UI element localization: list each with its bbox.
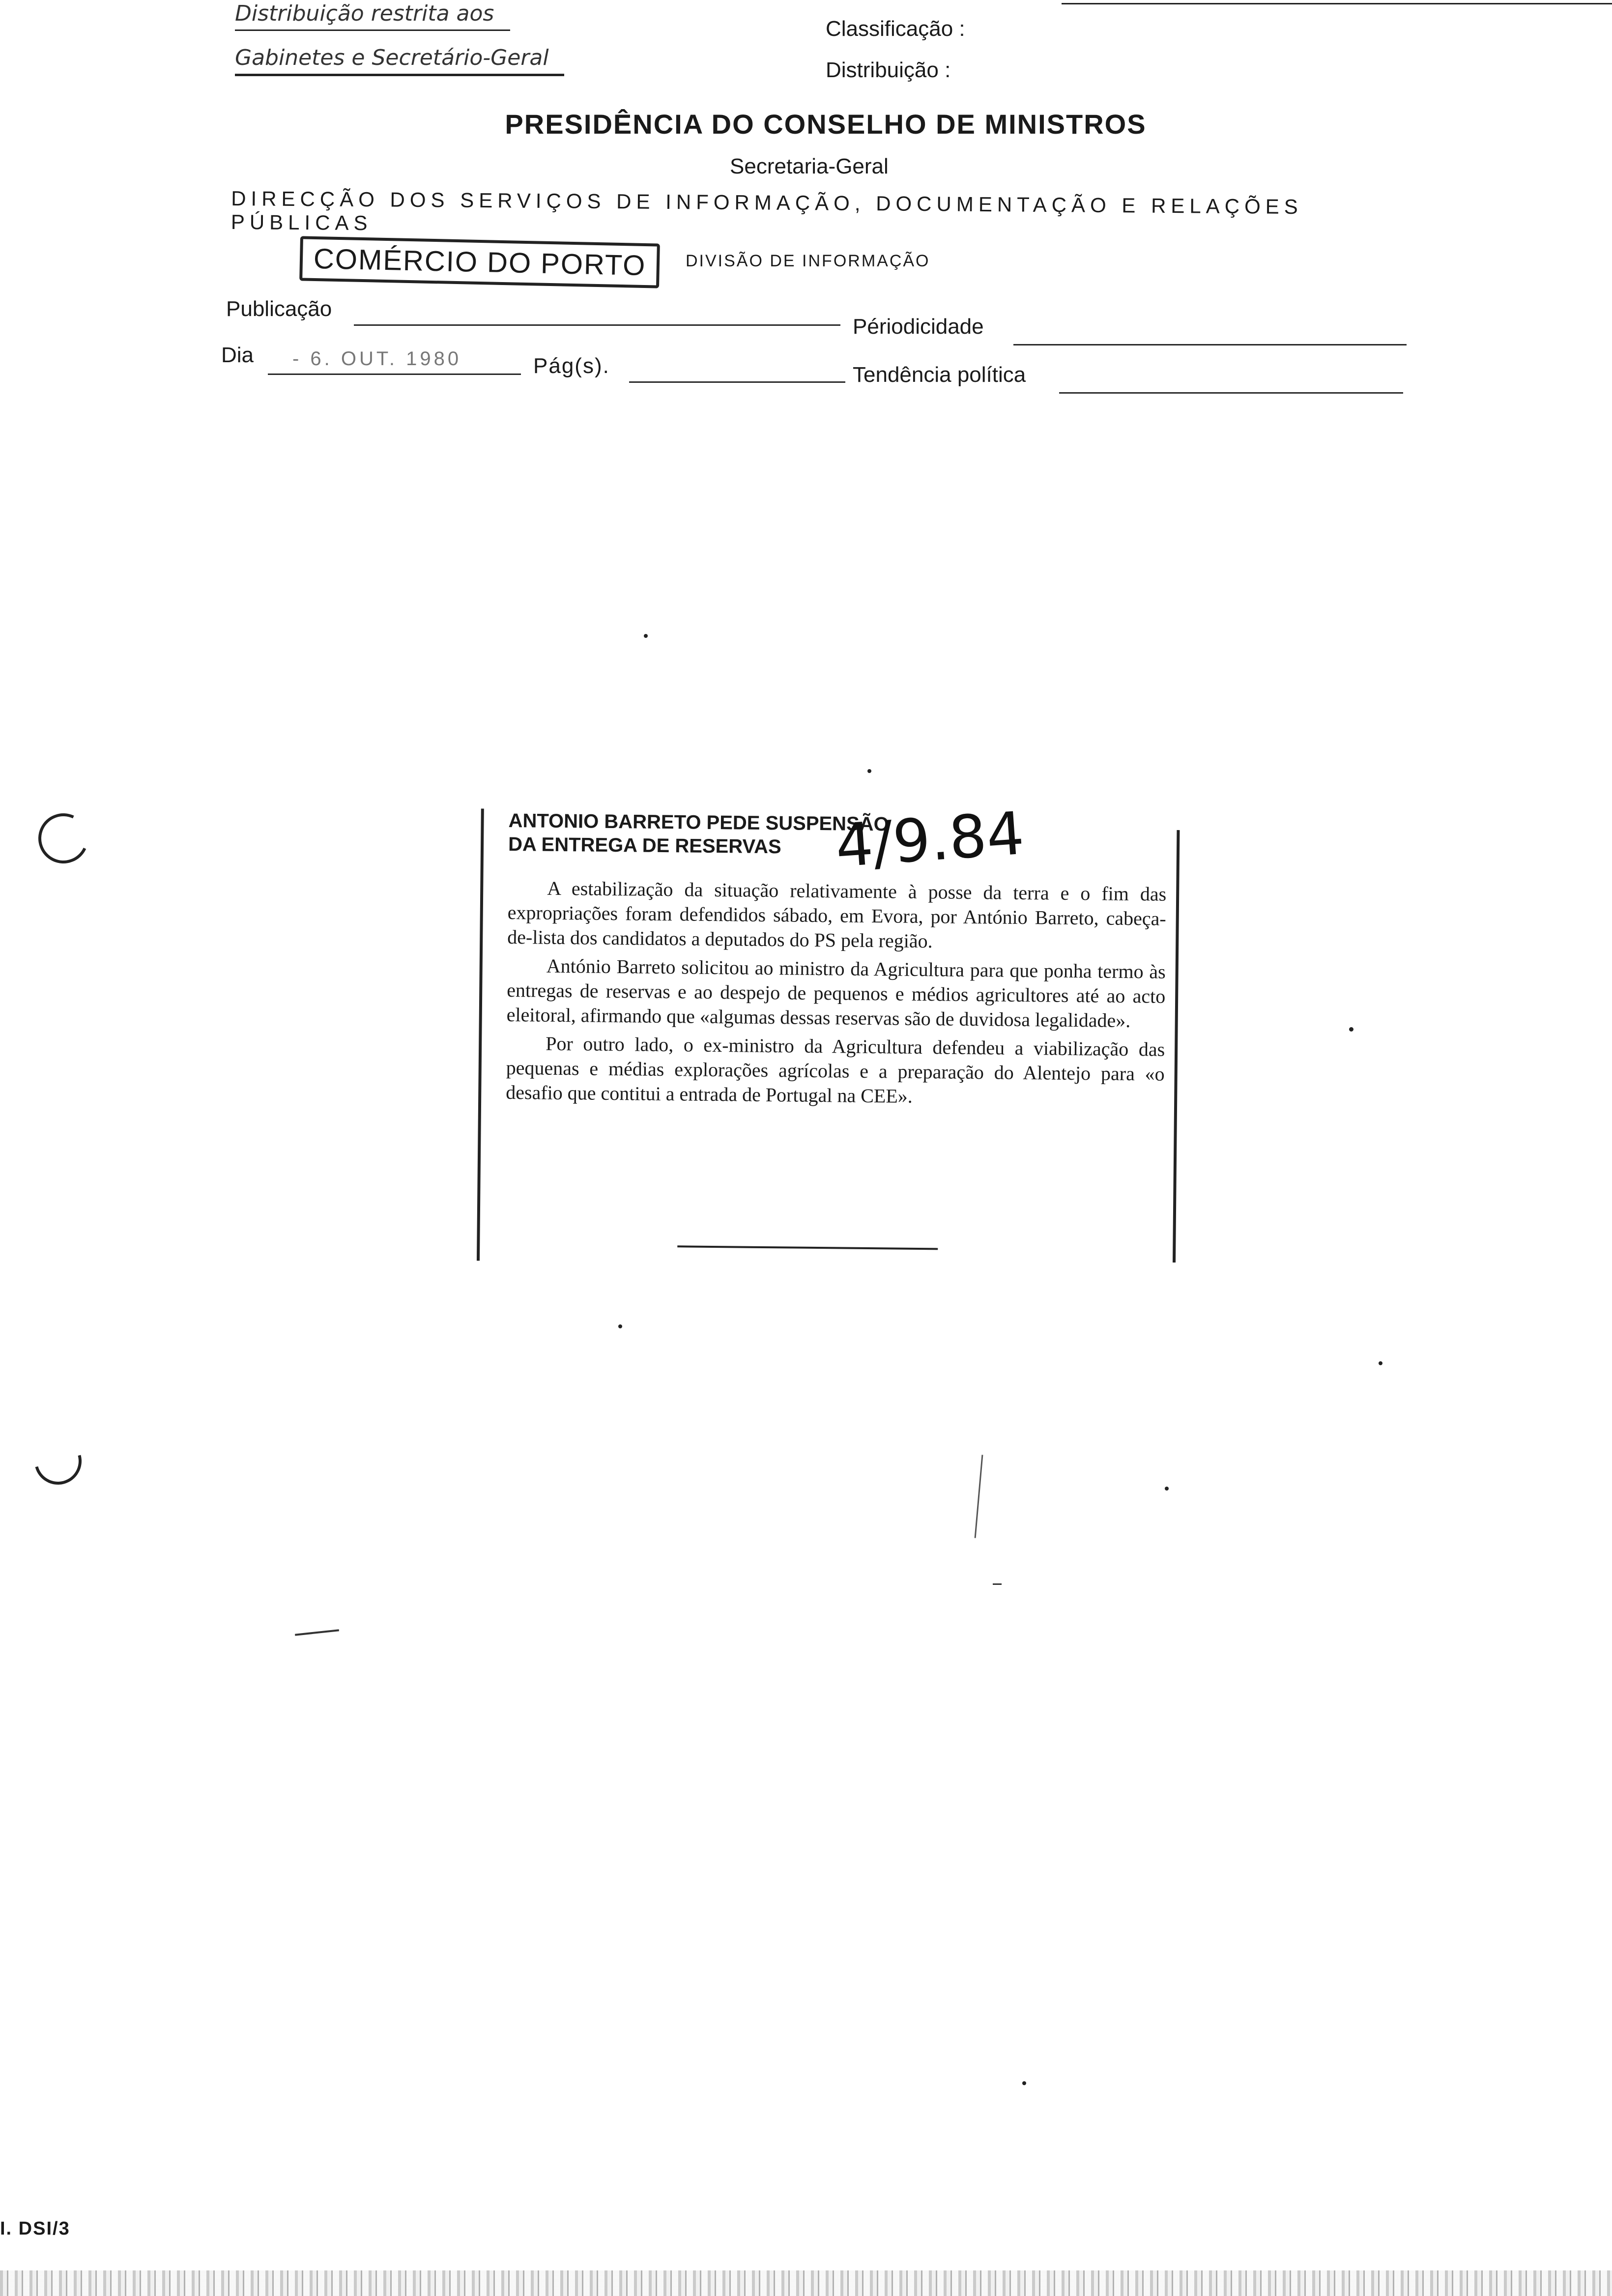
clipping-title-line2: DA ENTREGA DE RESERVAS	[508, 833, 781, 858]
tendencia-label: Tendência política	[853, 363, 1026, 387]
periodicidade-field	[1013, 344, 1407, 345]
scan-speck	[1165, 1487, 1169, 1491]
punch-hole-mark-lower	[26, 1429, 90, 1493]
dia-field	[268, 373, 521, 375]
clipping-right-border	[1173, 830, 1180, 1263]
handwritten-note: 4/9.84	[833, 799, 1027, 881]
scan-speck	[644, 634, 648, 638]
pags-label: Pág(s).	[533, 354, 610, 378]
distribution-restricted-line: Distribuição restrita aos	[235, 1, 494, 26]
dia-label: Dia	[221, 343, 254, 367]
pags-field	[629, 381, 845, 383]
scan-bottom-edge	[0, 2270, 1612, 2296]
scan-speck	[1349, 1027, 1353, 1032]
periodicidade-label: Périodicidade	[853, 315, 984, 339]
directorate-name: DIRECÇÃO DOS SERVIÇOS DE INFORMAÇÃO, DOCUMENTAÇÃO E RELAÇÕES PÚBLICAS	[230, 187, 1303, 235]
distribution-cabinets-line: Gabinetes e Secretário-Geral	[235, 45, 549, 70]
stray-dash	[993, 1583, 1002, 1585]
clipping-paragraph-1: A estabilização da situação relativamente à posse da terra e o fim das expropriações foram defendidos sábado, em Evora, por António Barreto, cabeça-de-lista dos candidatos a deputados do PS pela região.	[507, 877, 1167, 952]
institution-name: PRESIDÊNCIA DO CONSELHO DE MINISTROS	[505, 109, 1147, 140]
form-code: I. DSI/3	[0, 2218, 70, 2239]
clipping-title-line1: ANTONIO BARRETO PEDE SUSPENSÃO	[508, 809, 889, 835]
scan-speck	[1022, 2081, 1026, 2085]
stray-pen-stroke	[975, 1455, 983, 1538]
publicacao-label: Publicação	[226, 297, 332, 321]
scan-speck	[618, 1324, 622, 1328]
clipping-paragraph-3: Por outro lado, o ex-ministro da Agricultura defendeu a viabilização das pequenas e médias explorações agrícolas e a preparação do Alentejo para «o desafio que contitui a entrada de Portugal na CEE».	[506, 1032, 1165, 1107]
newspaper-stamp: COMÉRCIO DO PORTO	[299, 236, 660, 288]
secretariat-name: Secretaria-Geral	[730, 154, 889, 178]
punch-hole-mark-upper	[31, 806, 96, 871]
tendencia-field	[1059, 392, 1403, 394]
clipping-left-border	[477, 808, 484, 1261]
distribuicao-label: Distribuição :	[826, 58, 951, 82]
classificacao-label: Classificação :	[826, 17, 965, 41]
distribution-underline-1	[235, 29, 510, 31]
distribution-underline-2	[235, 74, 564, 76]
scan-speck	[867, 769, 871, 773]
top-right-rule	[1062, 3, 1612, 4]
stray-dash	[295, 1629, 339, 1636]
clipping-end-rule	[677, 1245, 938, 1250]
division-name: DIVISÃO DE INFORMAÇÃO	[686, 252, 930, 270]
publicacao-field	[354, 324, 840, 326]
newspaper-clipping	[455, 799, 1192, 1272]
clipping-paragraph-2: António Barreto solicitou ao ministro da Agricultura para que ponha termo às entregas de reservas e ao despejo de pequenos e médios agricultores até ao acto eleitoral, afirmando que «algumas dessas reservas são de duvidosa legalidade».	[506, 954, 1166, 1032]
dia-value: - 6. OUT. 1980	[292, 348, 462, 370]
scan-speck	[1379, 1361, 1382, 1365]
